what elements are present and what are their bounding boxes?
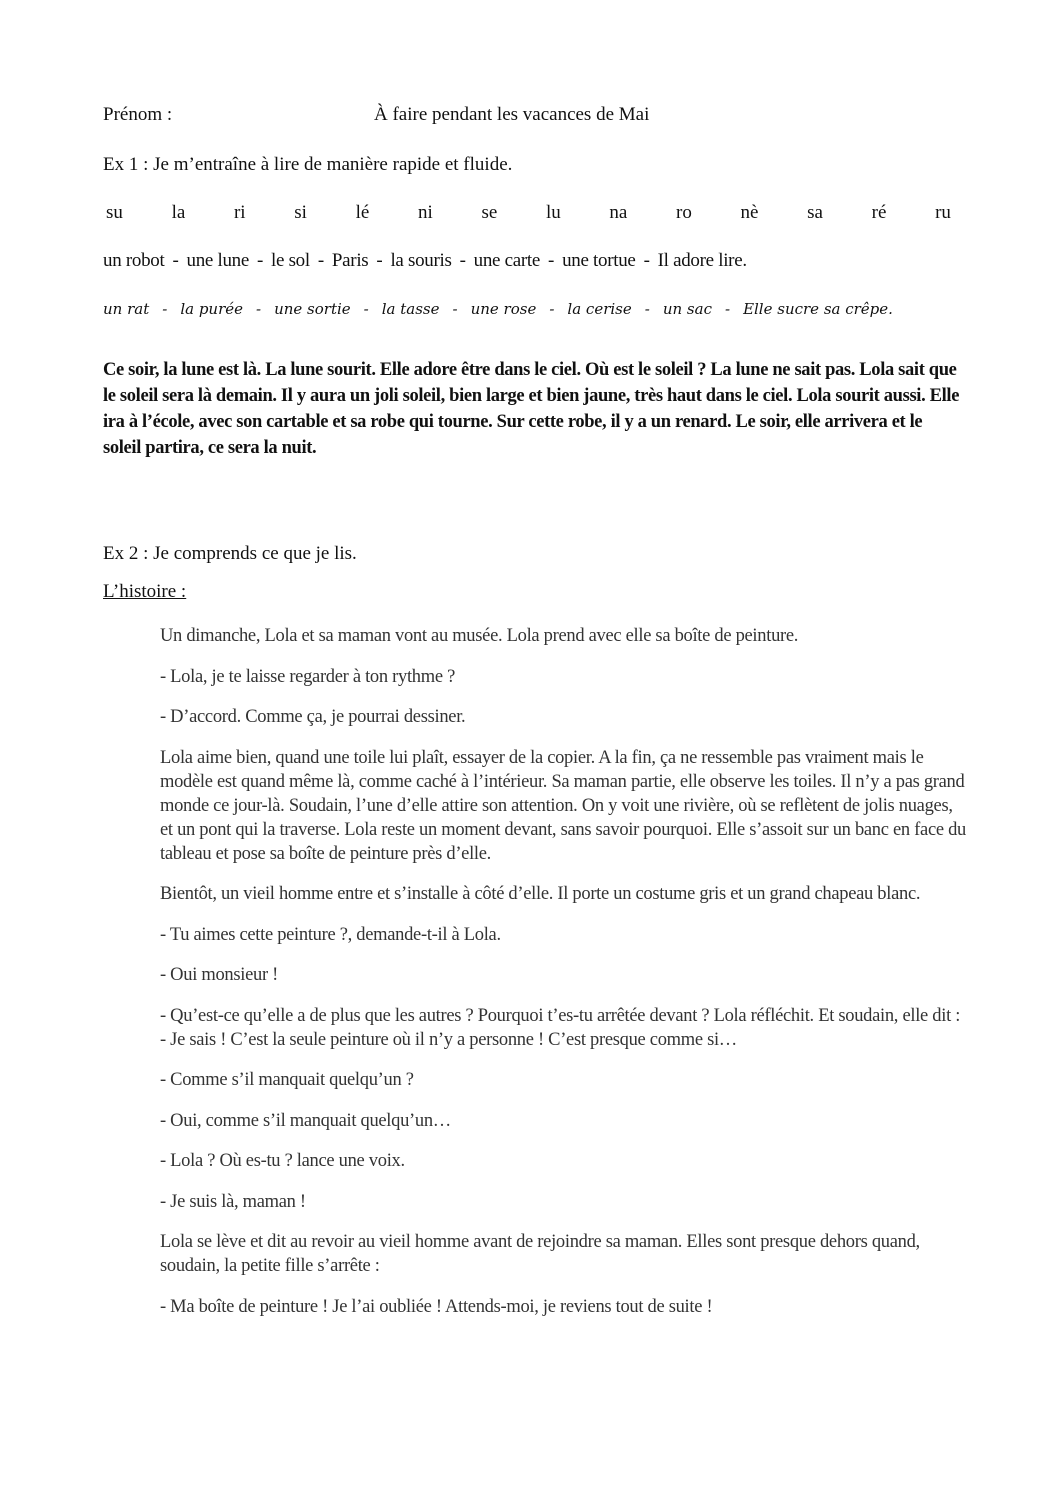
story-paragraph: - Ma boîte de peinture ! Je l’ai oubliée ! Attends-moi, je reviens tout de suite ! — [160, 1296, 713, 1317]
cursive-words-row — [103, 300, 893, 318]
cursive-word: une sortie — [274, 300, 351, 318]
story-heading: L’histoire : — [103, 581, 187, 602]
story-paragraph: - D’accord. Comme ça, je pourrai dessiner. — [160, 707, 466, 727]
syllable: ro — [676, 202, 692, 223]
exercise-2-title: Ex 2 : Je comprends ce que je lis. — [103, 543, 357, 564]
syllable: ri — [233, 202, 246, 223]
story-paragraph: - Comme s’il manquait quelqu’un ? — [160, 1070, 414, 1090]
word: Il adore lire. — [657, 250, 747, 271]
syllable: sa — [807, 202, 823, 223]
word: une tortue — [562, 250, 636, 271]
separator: - — [644, 300, 650, 318]
story-paragraph: - Lola ? Où es-tu ? lance une voix. — [160, 1151, 405, 1171]
syllables-row — [106, 202, 951, 224]
separator: - — [724, 300, 731, 318]
cursive-word: la cerise — [567, 300, 632, 318]
word: un robot — [103, 250, 165, 271]
separator: - — [452, 300, 458, 318]
separator: - — [257, 250, 264, 271]
syllable: lu — [545, 202, 561, 223]
page-title: À faire pendant les vacances de Mai — [374, 104, 650, 125]
story-paragraph: Un dimanche, Lola et sa maman vont au musée. Lola prend avec elle sa boîte de peinture. — [160, 626, 799, 646]
separator: - — [363, 300, 369, 318]
syllable: lé — [355, 202, 370, 223]
prenom-label: Prénom : — [103, 104, 173, 125]
separator: - — [643, 250, 650, 271]
syllable: su — [106, 202, 123, 223]
syllable: ru — [935, 202, 951, 223]
separator: - — [172, 250, 179, 271]
story-paragraph: - Lola, je te laisse regarder à ton rythme ? — [160, 666, 455, 687]
exercise-1-title: Ex 1 : Je m’entraîne à lire de manière rapide et fluide. — [103, 154, 513, 175]
story-paragraph: - Oui, comme s’il manquait quelqu’un… — [160, 1110, 452, 1131]
word: la souris — [390, 250, 452, 271]
syllable: la — [171, 202, 186, 223]
story-paragraph: Lola se lève et dit au revoir au vieil homme avant de rejoindre sa maman. Elles sont presque dehors quand, soudain, la petite fille s’arrête : — [160, 1232, 920, 1276]
separator: - — [549, 300, 555, 318]
separator: - — [162, 300, 168, 318]
separator: - — [256, 300, 262, 318]
syllable: si — [294, 202, 307, 223]
separator: - — [376, 250, 383, 271]
syllable: ré — [871, 202, 887, 223]
word: une lune — [186, 250, 249, 271]
story-paragraph: - Oui monsieur ! — [160, 965, 278, 985]
word: une carte — [473, 250, 541, 271]
story-paragraph: - Tu aimes cette peinture ?, demande-t-il à Lola. — [160, 924, 501, 945]
words-row — [103, 250, 747, 272]
story-paragraph: Bientôt, un vieil homme entre et s’installe à côté d’elle. Il porte un costume gris et un grand chapeau blanc. — [160, 884, 921, 904]
story-paragraph: - Qu’est-ce qu’elle a de plus que les autres ? Pourquoi t’es-tu arrêtée devant ? Lola réfléchit. Et soudain, elle dit : - Je sais ! C’est la seule peinture où il n’y a personne ! C’est presque comme si… — [160, 1005, 961, 1050]
cursive-word: Elle sucre sa crêpe. — [743, 300, 893, 318]
word: Paris — [331, 250, 369, 271]
separator: - — [317, 250, 324, 271]
cursive-word: une rose — [470, 300, 537, 318]
story-text — [160, 624, 968, 1335]
story-paragraph: Lola aime bien, quand une toile lui plaît, essayer de la copier. A la fin, ça ne ressemble pas vraiment mais le modèle est quand même là, comme caché à l’intérieur. Sa maman partie, elle observe les toiles. Il n’y a pas grand monde ce jour-là. Soudain, l’une d’elle attire son attention. On y voit une rivière, où se reflètent de jolis nuages, et un pont qui la traverse. Lola reste un moment devant, sans savoir pourquoi. Elle s’assoit sur un banc en face du tableau et pose sa boîte de peinture près d’elle. — [160, 747, 966, 864]
word: le sol — [271, 250, 310, 271]
separator: - — [548, 250, 555, 271]
cursive-word: un rat — [103, 300, 150, 318]
syllable: nè — [740, 202, 759, 223]
cursive-word: un sac — [662, 300, 712, 318]
separator: - — [459, 250, 466, 271]
exercise-1-paragraph: Ce soir, la lune est là. La lune sourit. Elle adore être dans le ciel. Où est le soleil ? La lune ne sait pas. Lola sait que le soleil sera là demain. Il y aura un joli soleil, bien large et bien jaune, très haut dans le ciel. Lola sourit aussi. Elle ira à l’école, avec son cartable et sa robe qui tourne. Sur cette robe, il y a un renard. Le soir, elle arrivera et le soleil partira, ce sera la nuit. — [103, 360, 960, 458]
story-paragraph: - Je suis là, maman ! — [160, 1191, 306, 1212]
syllable: se — [481, 202, 498, 223]
cursive-word: la purée — [180, 300, 244, 318]
syllable: ni — [418, 202, 433, 223]
syllable: na — [609, 202, 628, 223]
cursive-word: la tasse — [381, 300, 440, 318]
